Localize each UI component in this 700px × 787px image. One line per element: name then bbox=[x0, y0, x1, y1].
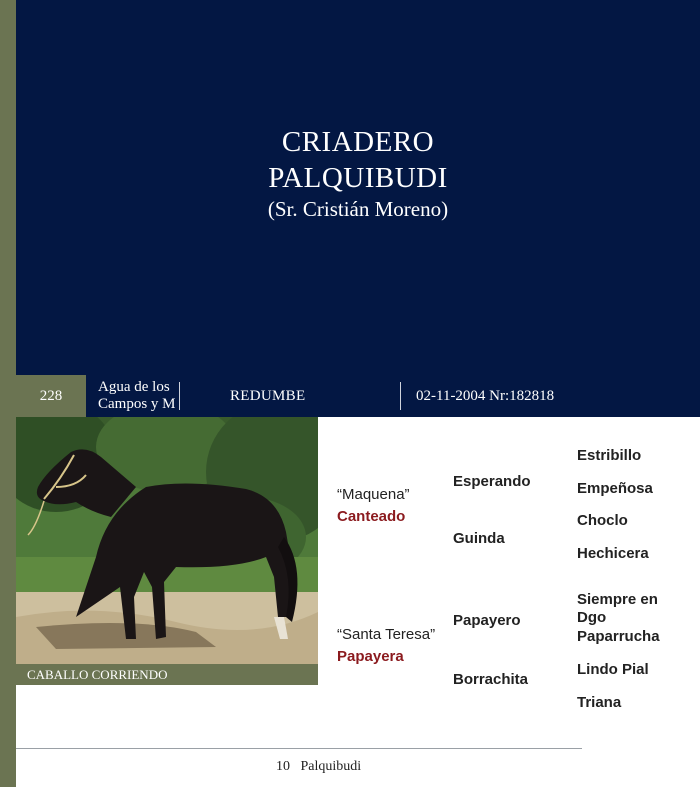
footer-rule bbox=[16, 748, 582, 749]
header-title-line2: PALQUIBUDI bbox=[268, 162, 448, 194]
photo-caption-text: CABALLO CORRIENDO bbox=[27, 667, 168, 682]
page-number: 10 bbox=[276, 759, 290, 774]
grand-dd-dam: Triana bbox=[577, 694, 622, 711]
header-title-line1: CRIADERO bbox=[281, 126, 435, 158]
grand-ds-dam: Paparrucha bbox=[577, 628, 660, 645]
bar-separator bbox=[400, 382, 401, 410]
grand-ss-dam: Empeñosa bbox=[577, 480, 653, 497]
entry-bar bbox=[16, 375, 700, 417]
photo-caption bbox=[16, 664, 318, 685]
sire-name: Canteado bbox=[337, 508, 406, 525]
spine-band bbox=[0, 0, 16, 787]
entry-place-line2: Campos y M bbox=[98, 396, 176, 412]
sire-dam: Guinda bbox=[453, 530, 505, 547]
grand-ds-sire-line1: Siempre en bbox=[577, 591, 658, 608]
horse-photo bbox=[16, 417, 318, 664]
grand-ss-sire: Estribillo bbox=[577, 447, 642, 464]
dam-dam: Borrachita bbox=[453, 671, 529, 688]
sire-sire: Esperando bbox=[453, 473, 531, 490]
dam-name: Papayera bbox=[337, 648, 404, 665]
horse-name: REDUMBE bbox=[230, 388, 306, 404]
page-label: Palquibudi bbox=[300, 759, 362, 774]
entry-place bbox=[98, 379, 178, 413]
entry-number: 228 bbox=[16, 375, 86, 417]
horse-photo-image bbox=[16, 417, 318, 664]
grand-sd-dam: Hechicera bbox=[577, 545, 649, 562]
registration-date: 02-11-2004 Nr:182818 bbox=[416, 388, 555, 404]
dam-label: “Santa Teresa” bbox=[337, 626, 436, 643]
entry-place-line1: Agua de los bbox=[98, 379, 170, 395]
page-header bbox=[16, 0, 700, 375]
grand-dd-sire: Lindo Pial bbox=[577, 661, 649, 678]
grand-sd-sire: Choclo bbox=[577, 512, 628, 529]
page-footer bbox=[276, 759, 361, 775]
grand-ds-sire-line2: Dgo bbox=[577, 609, 607, 626]
header-subtitle: (Sr. Cristián Moreno) bbox=[267, 197, 449, 221]
bar-separator bbox=[179, 382, 180, 410]
dam-sire: Papayero bbox=[453, 612, 521, 629]
sire-label: “Maquena” bbox=[337, 486, 410, 503]
